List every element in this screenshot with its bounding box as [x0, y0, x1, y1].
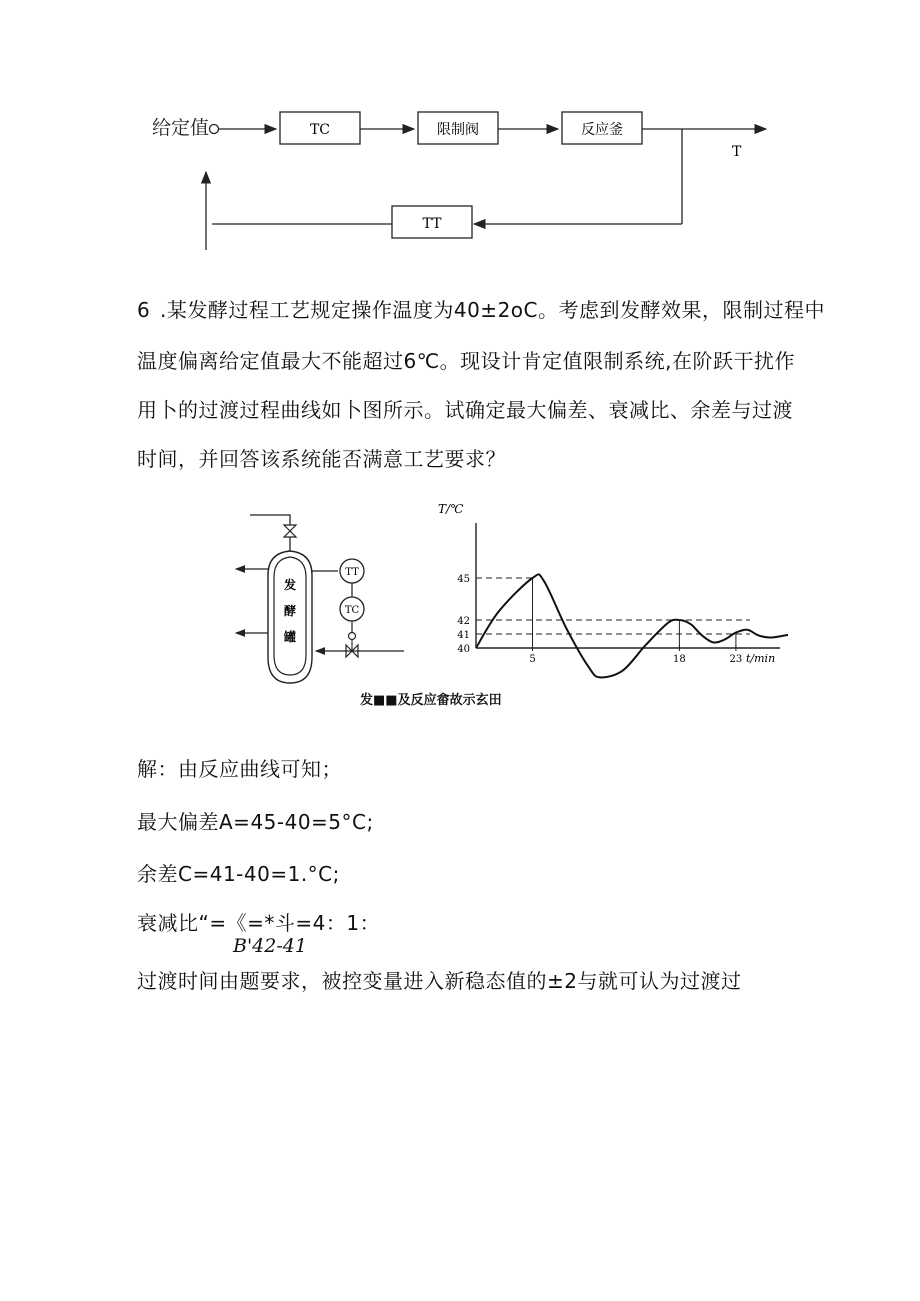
tc-label: TC: [309, 122, 331, 138]
solution-residual: 余差C=41-40=1.°C;: [137, 862, 340, 886]
tt-instrument-label: TT: [345, 567, 359, 578]
question-line-2: 温度偏离给定值最大不能超过6℃。现设计肯定值限制系统,在阶跃干扰作: [137, 349, 796, 373]
fermenter-schematic: [228, 505, 418, 685]
vessel-label-2: 酵: [284, 604, 297, 618]
solution-max-deviation: 最大偏差A=45-40=5°C;: [137, 810, 374, 834]
response-curve-chart: [428, 495, 788, 680]
solution-transition-time: 过渡时间由题要求，被控变量进入新稳态值的±2与就可认为过渡过: [137, 969, 742, 993]
figure-caption: 发■■及反应畲故示玄田: [360, 693, 502, 708]
y-tick-label: 41: [457, 630, 470, 641]
question-line-1: .某发酵过程工艺规定操作温度为40±2oC。考虑到发酵效果，限制过程中: [160, 298, 825, 322]
question-number: 6: [137, 298, 151, 322]
x-tick-label: 23: [729, 654, 743, 665]
top-valve-icon: [284, 525, 296, 537]
setpoint-label: 给定值: [152, 117, 210, 139]
question-line-3: 用卜的过渡过程曲线如卜图所示。试确定最大偏差、衰减比、余差与过渡: [137, 398, 793, 422]
chart-ylabel: T/℃: [438, 502, 464, 516]
solution-decay-ratio: 衰减比“=《=*斗=4：1：: [137, 911, 381, 935]
valve-label: 限制阀: [437, 122, 479, 138]
tt-label: TT: [422, 216, 442, 232]
y-tick-label: 42: [457, 616, 470, 627]
reactor-label: 反应釜: [581, 122, 623, 138]
chart-xlabel: t/min: [746, 652, 776, 665]
solution-intro: 解：由反应曲线可知；: [137, 757, 342, 781]
x-tick-label: 5: [529, 654, 536, 665]
vessel-label-1: 发: [284, 578, 297, 592]
control-block-diagram: [140, 100, 780, 260]
solution-decay-denominator: B'42-41: [233, 935, 307, 957]
inlet-pipe: [250, 515, 290, 525]
summing-junction: [210, 125, 219, 134]
y-tick-label: 40: [457, 644, 470, 655]
x-tick-label: 18: [673, 654, 686, 665]
valve-actuator-icon: [349, 633, 356, 640]
tc-instrument-label: TC: [344, 605, 360, 616]
output-label: T: [732, 144, 742, 160]
question-line-4: 时间，并回答该系统能否满意工艺要求？: [137, 447, 506, 471]
y-tick-label: 45: [457, 574, 470, 585]
vessel-label-3: 罐: [284, 630, 297, 644]
